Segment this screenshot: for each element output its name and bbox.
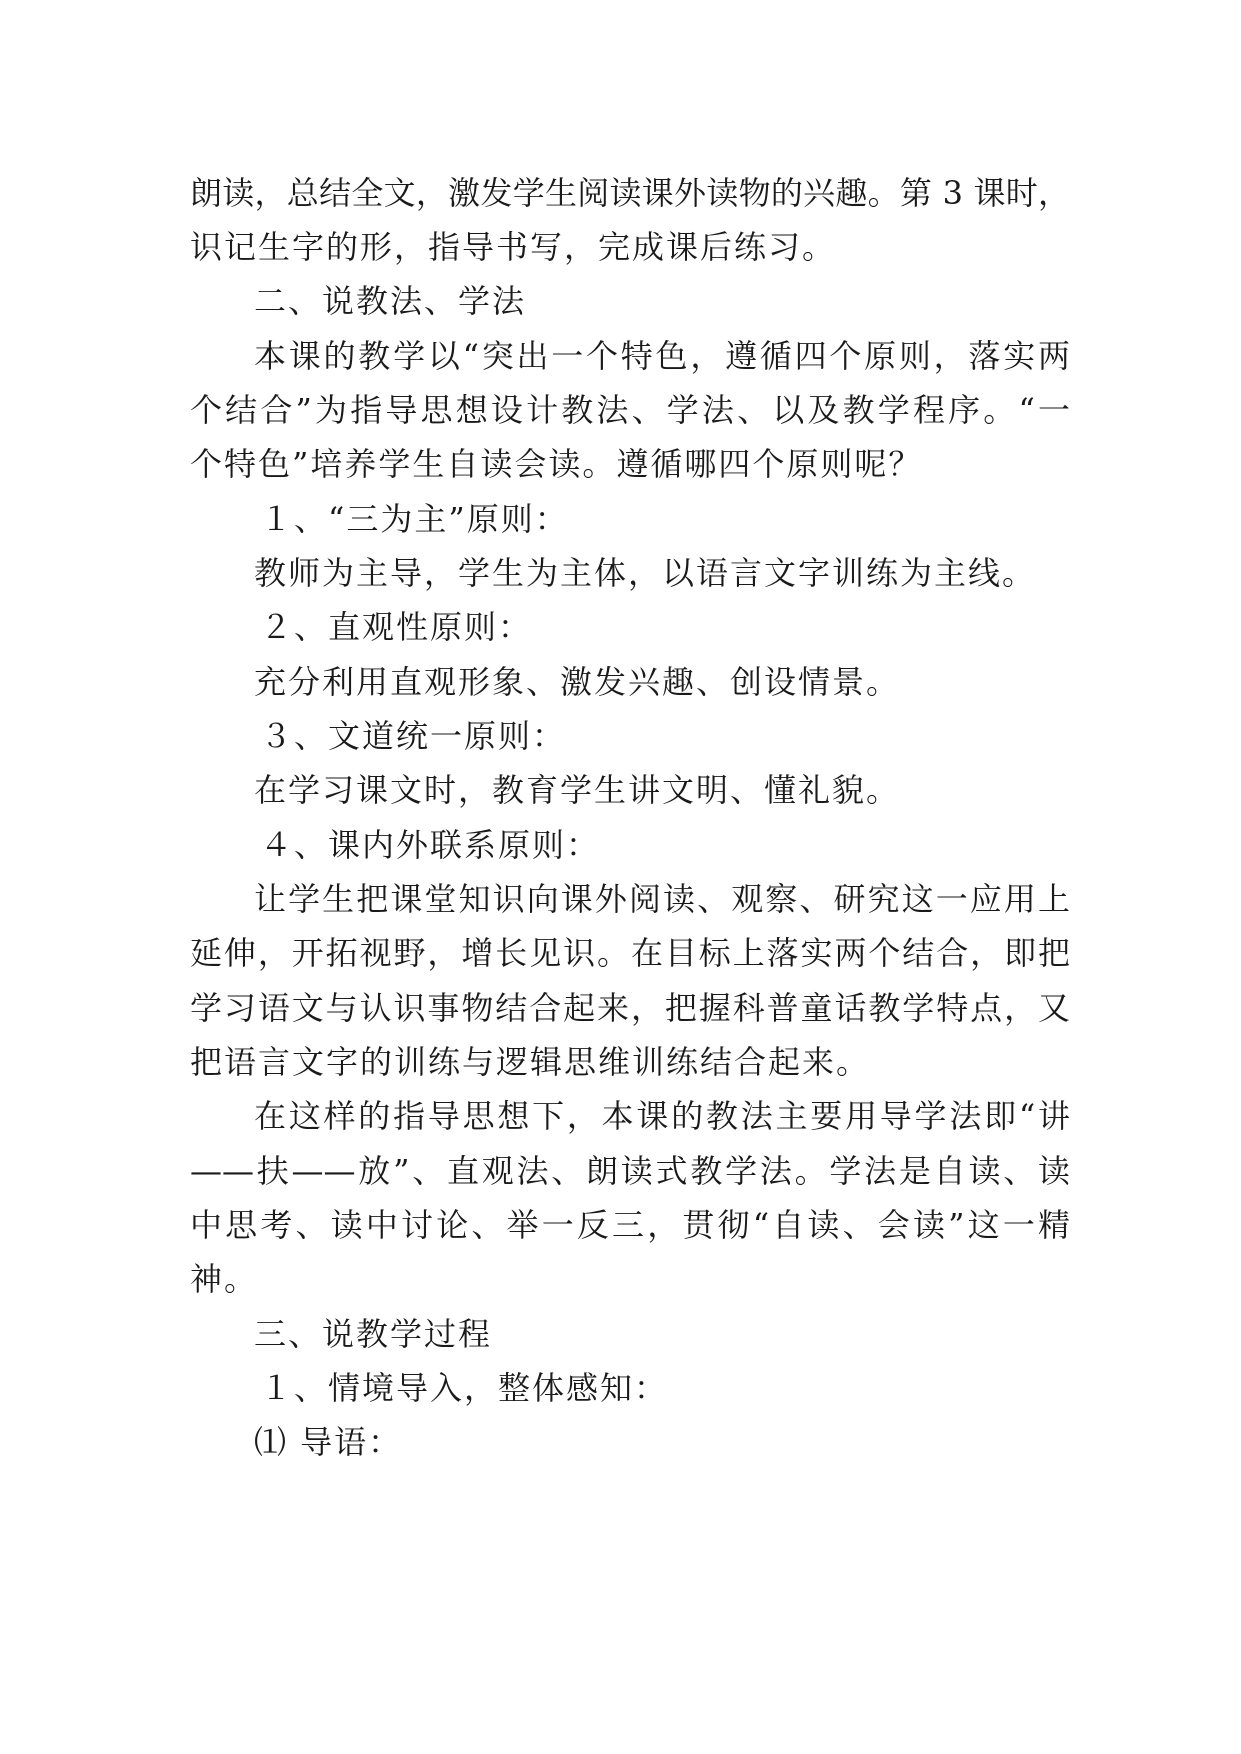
paragraph-line: 在学习课文时，教育学生讲文明、懂礼貌。 xyxy=(254,771,901,809)
list-item-heading: １、“三为主”原则： xyxy=(260,500,569,538)
list-item-heading: ２、直观性原则： xyxy=(260,608,533,646)
paragraph-line: 中思考、读中讨论、举一反三，贯彻“自读、会读”这一精 xyxy=(190,1206,1070,1244)
paragraph-line: 充分利用直观形象、激发兴趣、创设情景。 xyxy=(254,663,901,701)
paragraph-line: 把语言文字的训练与逻辑思维训练结合起来。 xyxy=(190,1043,871,1081)
list-item-heading: １、情境导入，整体感知： xyxy=(260,1369,669,1407)
paragraph-line: 朗读，总结全文，激发学生阅读课外读物的兴趣。第 3 课时， xyxy=(190,174,1070,212)
list-item-heading: ４、课内外联系原则： xyxy=(260,826,601,864)
paragraph-line: 在这样的指导思想下，本课的教法主要用导学法即“讲 xyxy=(254,1097,1070,1135)
paragraph-line: 神。 xyxy=(190,1260,259,1298)
paragraph-line: 延伸，开拓视野，增长见识。在目标上落实两个结合，即把 xyxy=(190,934,1070,972)
list-item-heading: ３、文道统一原则： xyxy=(260,717,567,755)
paragraph-line: 个结合”为指导思想设计教法、学法、以及教学程序。“一 xyxy=(190,391,1070,429)
sub-item-heading: ⑴ 导语： xyxy=(254,1423,403,1461)
paragraph-line: 教师为主导，学生为主体，以语言文字训练为主线。 xyxy=(254,554,1037,592)
paragraph-line: 学习语文与认识事物结合起来，把握科普童话教学特点，又 xyxy=(190,989,1070,1027)
paragraph-line: 让学生把课堂知识向课外阅读、观察、研究这一应用上 xyxy=(254,880,1070,918)
paragraph-line: ——扶——放”、直观法、朗读式教学法。学法是自读、读 xyxy=(190,1152,1070,1190)
section-heading: 三、说教学过程 xyxy=(254,1315,493,1353)
paragraph-line: 本课的教学以“突出一个特色，遵循四个原则，落实两 xyxy=(254,337,1070,375)
paragraph-line: 识记生字的形，指导书写，完成课后练习。 xyxy=(190,228,837,266)
section-heading: 二、说教法、学法 xyxy=(254,282,527,320)
paragraph-line: 个特色”培养学生自读会读。遵循哪四个原则呢？ xyxy=(190,445,923,483)
